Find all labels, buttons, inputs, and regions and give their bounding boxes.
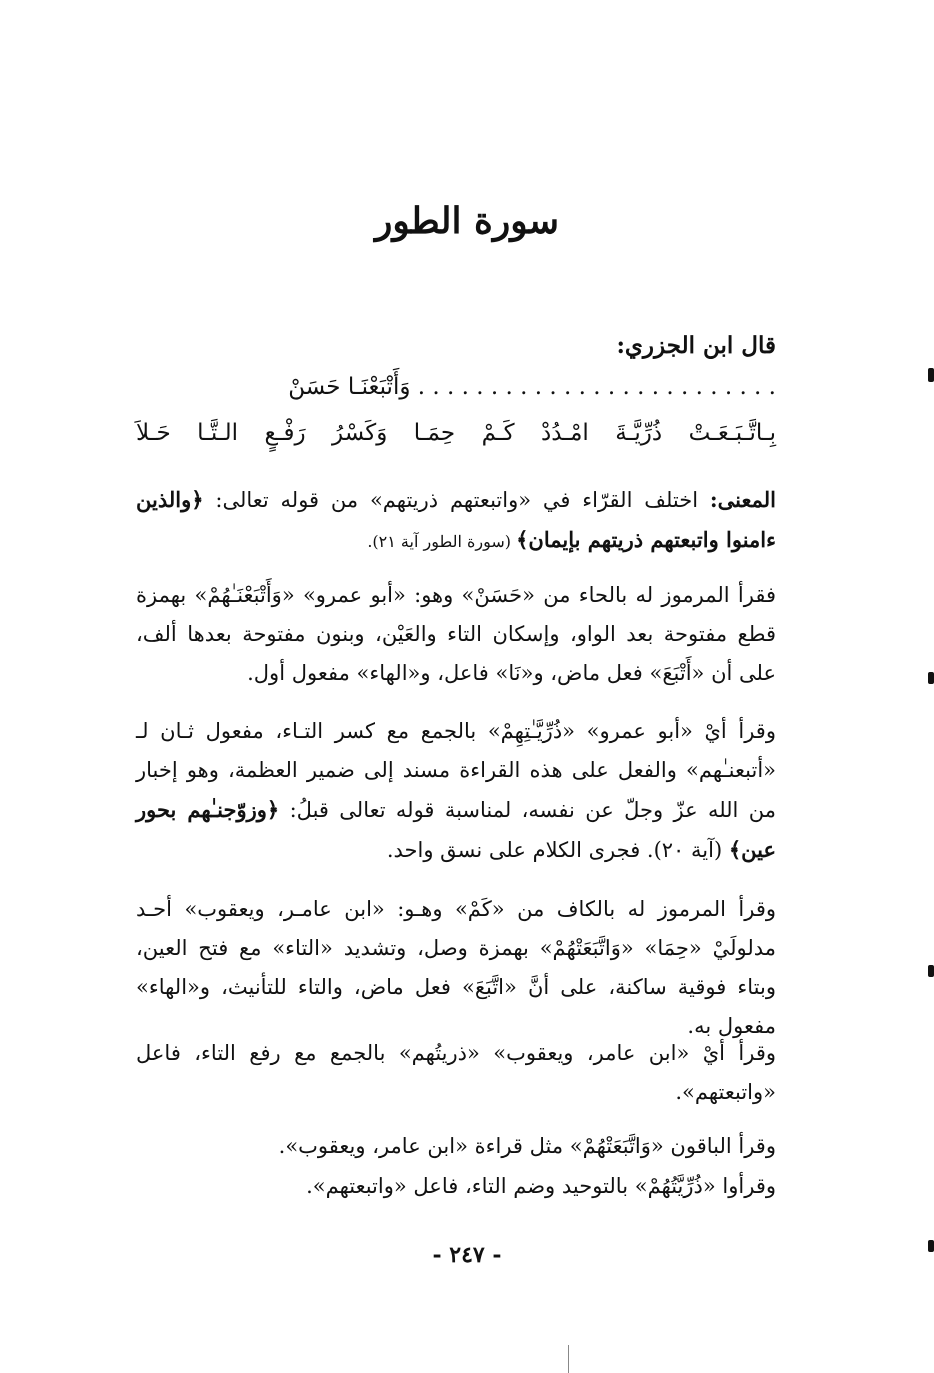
- line-singular-reading: وقرأوا «ذُرِّيَّتُهُمْ» بالتوحيد وضم التاء، فاعل «واتبعتهم».: [306, 1174, 776, 1198]
- verse-line-2: بِـاتَّـبَـعَـتْ ذُرِّيَّـةَ امْـدُدْ كَـمْ حِمَـا وَكَسْرُ رَفْـعٍ الـتَّـا حَـلاَ: [136, 420, 776, 446]
- plural-text-b: (آية ٢٠). فجرى الكلام على نسق واحد.: [386, 838, 729, 862]
- paragraph-plural: [136, 712, 776, 870]
- binding-line: [568, 1345, 569, 1373]
- speaker-heading: قال ابن الجزري:: [616, 332, 776, 359]
- paragraph-dhurriyyatuhum: وقرأ أيْ «ابن عامر، ويعقوب» «ذريتُهم» بالجمع مع رفع التاء، فاعل «واتبعتهم».: [136, 1041, 776, 1104]
- meaning-label: المعنى:: [709, 487, 776, 512]
- verse-line-1: . . . . . . . . . . . . . . . . . . . . . . . . . وَأَتْبَعْنَـا حَسَنْ: [288, 374, 776, 400]
- quran-quote: ﴿والذين ءامنوا واتبعتهم ذريتهم بإيمان﴾: [136, 487, 776, 552]
- margin-mark: [928, 965, 934, 977]
- meaning-text: اختلف القرّاء في «واتبعتهم ذريتهم» من قوله تعالى:: [203, 488, 710, 512]
- paragraph-abu-amr: فقرأ المرموز له بالحاء من «حَسَنْ» وهو: «أبو عمرو» «وَأَتْبَعْنَـٰهُمْ» بهمزة قطع مفتوحة بعد الواو، وإسكان التاء والعَيْن، وبنون مفتوحة بعدها ألف، على أن «أَتْبَعَ» فعل ماض، و«نَا» فاعل، و«الهاء» مفعول أول.: [136, 583, 776, 685]
- margin-mark: [928, 1240, 934, 1252]
- paragraph-meaning: [136, 480, 776, 561]
- page-title: سورة الطور: [374, 200, 560, 242]
- margin-mark: [928, 368, 934, 382]
- surah-reference: (سورة الطور آية ٢١).: [367, 532, 517, 551]
- page-number: - ٢٤٧ -: [432, 1242, 502, 1268]
- plural-text-a: وقرأ أيْ «أبو عمرو» «ذُرِّيَّـٰتِهِمْ» بالجمع مع كسر التـاء، مفعول ثـان لـ «أتبعنـٰهم» والفعل على هذه القراءة مسند إلى ضمير العظمة، وهو إخبار من الله عزّ وجلّ عن نفسه، لمناسبة قوله تعالى قبلُ:: [136, 719, 776, 822]
- line-others-reading: وقرأ الباقون «وَاتَّبَعَتْهُمْ» مثل قراءة «ابن عامر، ويعقوب».: [278, 1134, 776, 1158]
- margin-mark: [928, 672, 934, 684]
- paragraph-ibn-amir: وقرأ المرموز له بالكاف من «كَمْ» وهـو: «ابن عامـر، ويعقوب» أحـد مدلولَيْ «حِمَا» «وَاتَّبَعَتْهُمْ» بهمزة وصل، وتشديد «التاء» مع فتح العين، وبتاء فوقية ساكنة، على أنَّ «اتَّبَعَ» فعل ماض، والتاء للتأنيث، و«الهاء» مفعول به.: [136, 897, 776, 1038]
- quran-quote-2: ﴿وزوّجنـٰهم بحور عين﴾: [136, 797, 776, 862]
